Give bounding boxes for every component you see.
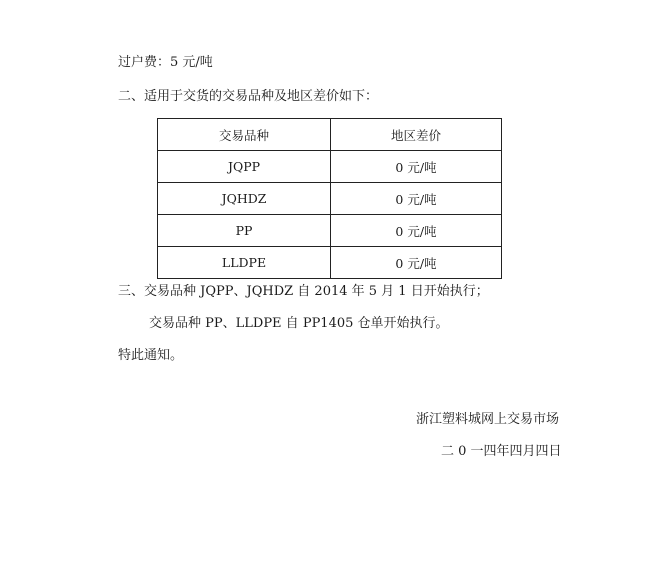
product-cell: LLDPE <box>158 247 331 279</box>
signature-organization: 浙江塑料城网上交易市场 <box>416 412 560 427</box>
notice-closing: 特此通知。 <box>118 348 184 363</box>
header-regional-difference: 地区差价 <box>331 119 502 151</box>
regional-price-difference-table <box>157 118 502 279</box>
table-row <box>158 151 502 183</box>
table-row <box>158 183 502 215</box>
difference-cell: 0 元/吨 <box>331 151 502 183</box>
table-header-row <box>158 119 502 151</box>
section-2-heading: 二、适用于交货的交易品种及地区差价如下： <box>118 89 379 104</box>
product-cell: PP <box>158 215 331 247</box>
product-cell: JQPP <box>158 151 331 183</box>
signature-date: 二 0 一四年四月四日 <box>441 444 562 459</box>
header-product: 交易品种 <box>158 119 331 151</box>
table-row <box>158 215 502 247</box>
difference-cell: 0 元/吨 <box>331 215 502 247</box>
product-cell: JQHDZ <box>158 183 331 215</box>
section-3-line-1: 三、交易品种 JQPP、JQHDZ 自 2014 年 5 月 1 日开始执行； <box>118 284 489 299</box>
difference-cell: 0 元/吨 <box>331 183 502 215</box>
transfer-fee-line: 过户费：5 元/吨 <box>118 55 213 70</box>
section-3-line-2: 交易品种 PP、LLDPE 自 PP1405 仓单开始执行。 <box>149 316 449 331</box>
difference-cell: 0 元/吨 <box>331 247 502 279</box>
table-row <box>158 247 502 279</box>
